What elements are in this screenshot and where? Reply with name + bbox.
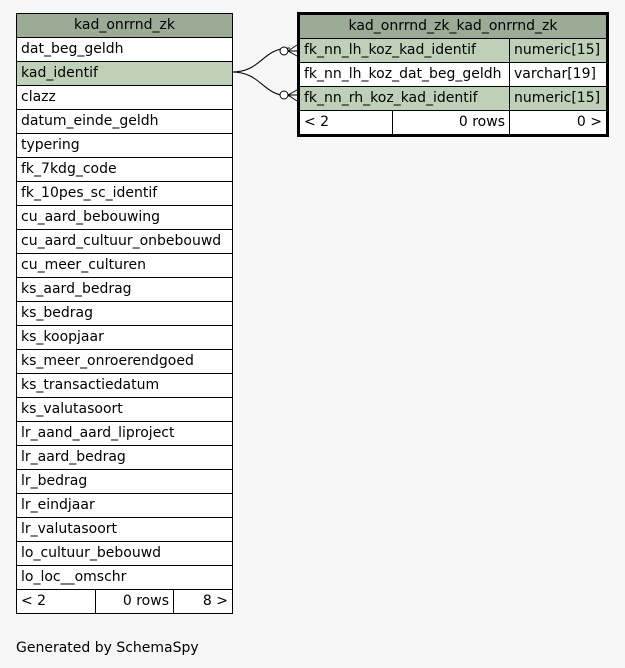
column-cell[interactable]: fk_nn_lh_koz_dat_beg_geldh <box>299 63 510 87</box>
column-cell[interactable]: kad_identif <box>17 62 233 86</box>
crow-foot-marker <box>288 90 297 101</box>
column-cell[interactable]: lr_eindjaar <box>17 494 233 518</box>
column-cell[interactable]: typering <box>17 134 233 158</box>
crow-foot-marker <box>288 45 297 56</box>
row-count[interactable]: 0 rows <box>393 111 510 136</box>
column-cell[interactable]: cu_aard_bebouwing <box>17 206 233 230</box>
generated-by-footer: Generated by SchemaSpy <box>16 640 199 656</box>
column-cell[interactable]: ks_bedrag <box>17 302 233 326</box>
column-type-cell[interactable]: varchar[19] <box>510 63 608 87</box>
column-type-cell[interactable]: numeric[15] <box>510 87 608 111</box>
column-cell[interactable]: lr_aand_aard_liproject <box>17 422 233 446</box>
children-count[interactable]: 0 > <box>510 111 608 136</box>
column-cell[interactable]: cu_aard_cultuur_onbebouwd <box>17 230 233 254</box>
column-cell[interactable]: ks_transactiedatum <box>17 374 233 398</box>
column-cell[interactable]: lr_valutasoort <box>17 518 233 542</box>
column-type-cell[interactable]: numeric[15] <box>510 39 608 63</box>
column-cell[interactable]: datum_einde_geldh <box>17 110 233 134</box>
column-cell[interactable]: clazz <box>17 86 233 110</box>
column-cell[interactable]: lr_bedrag <box>17 470 233 494</box>
zero-cardinality-marker <box>280 47 288 55</box>
column-cell[interactable]: fk_nn_rh_koz_kad_identif <box>299 87 510 111</box>
column-cell[interactable]: ks_koopjaar <box>17 326 233 350</box>
parents-count[interactable]: < 2 <box>17 590 96 614</box>
children-count[interactable]: 8 > <box>174 590 233 614</box>
column-cell[interactable]: lo_cultuur_bebouwd <box>17 542 233 566</box>
column-cell[interactable]: fk_10pes_sc_identif <box>17 182 233 206</box>
row-count[interactable]: 0 rows <box>96 590 174 614</box>
column-cell[interactable]: fk_nn_lh_koz_kad_identif <box>299 39 510 63</box>
column-cell[interactable]: dat_beg_geldh <box>17 38 233 62</box>
column-cell[interactable]: cu_meer_culturen <box>17 254 233 278</box>
column-cell[interactable]: ks_aard_bedrag <box>17 278 233 302</box>
table-title[interactable]: kad_onrrnd_zk <box>17 14 233 38</box>
column-cell[interactable]: lo_loc__omschr <box>17 566 233 590</box>
parents-count[interactable]: < 2 <box>299 111 393 136</box>
zero-cardinality-marker <box>280 91 288 99</box>
column-cell[interactable]: ks_meer_onroerendgoed <box>17 350 233 374</box>
column-cell[interactable]: lr_aard_bedrag <box>17 446 233 470</box>
column-cell[interactable]: ks_valutasoort <box>17 398 233 422</box>
table-title[interactable]: kad_onrrnd_zk_kad_onrrnd_zk <box>299 14 608 39</box>
column-cell[interactable]: fk_7kdg_code <box>17 158 233 182</box>
